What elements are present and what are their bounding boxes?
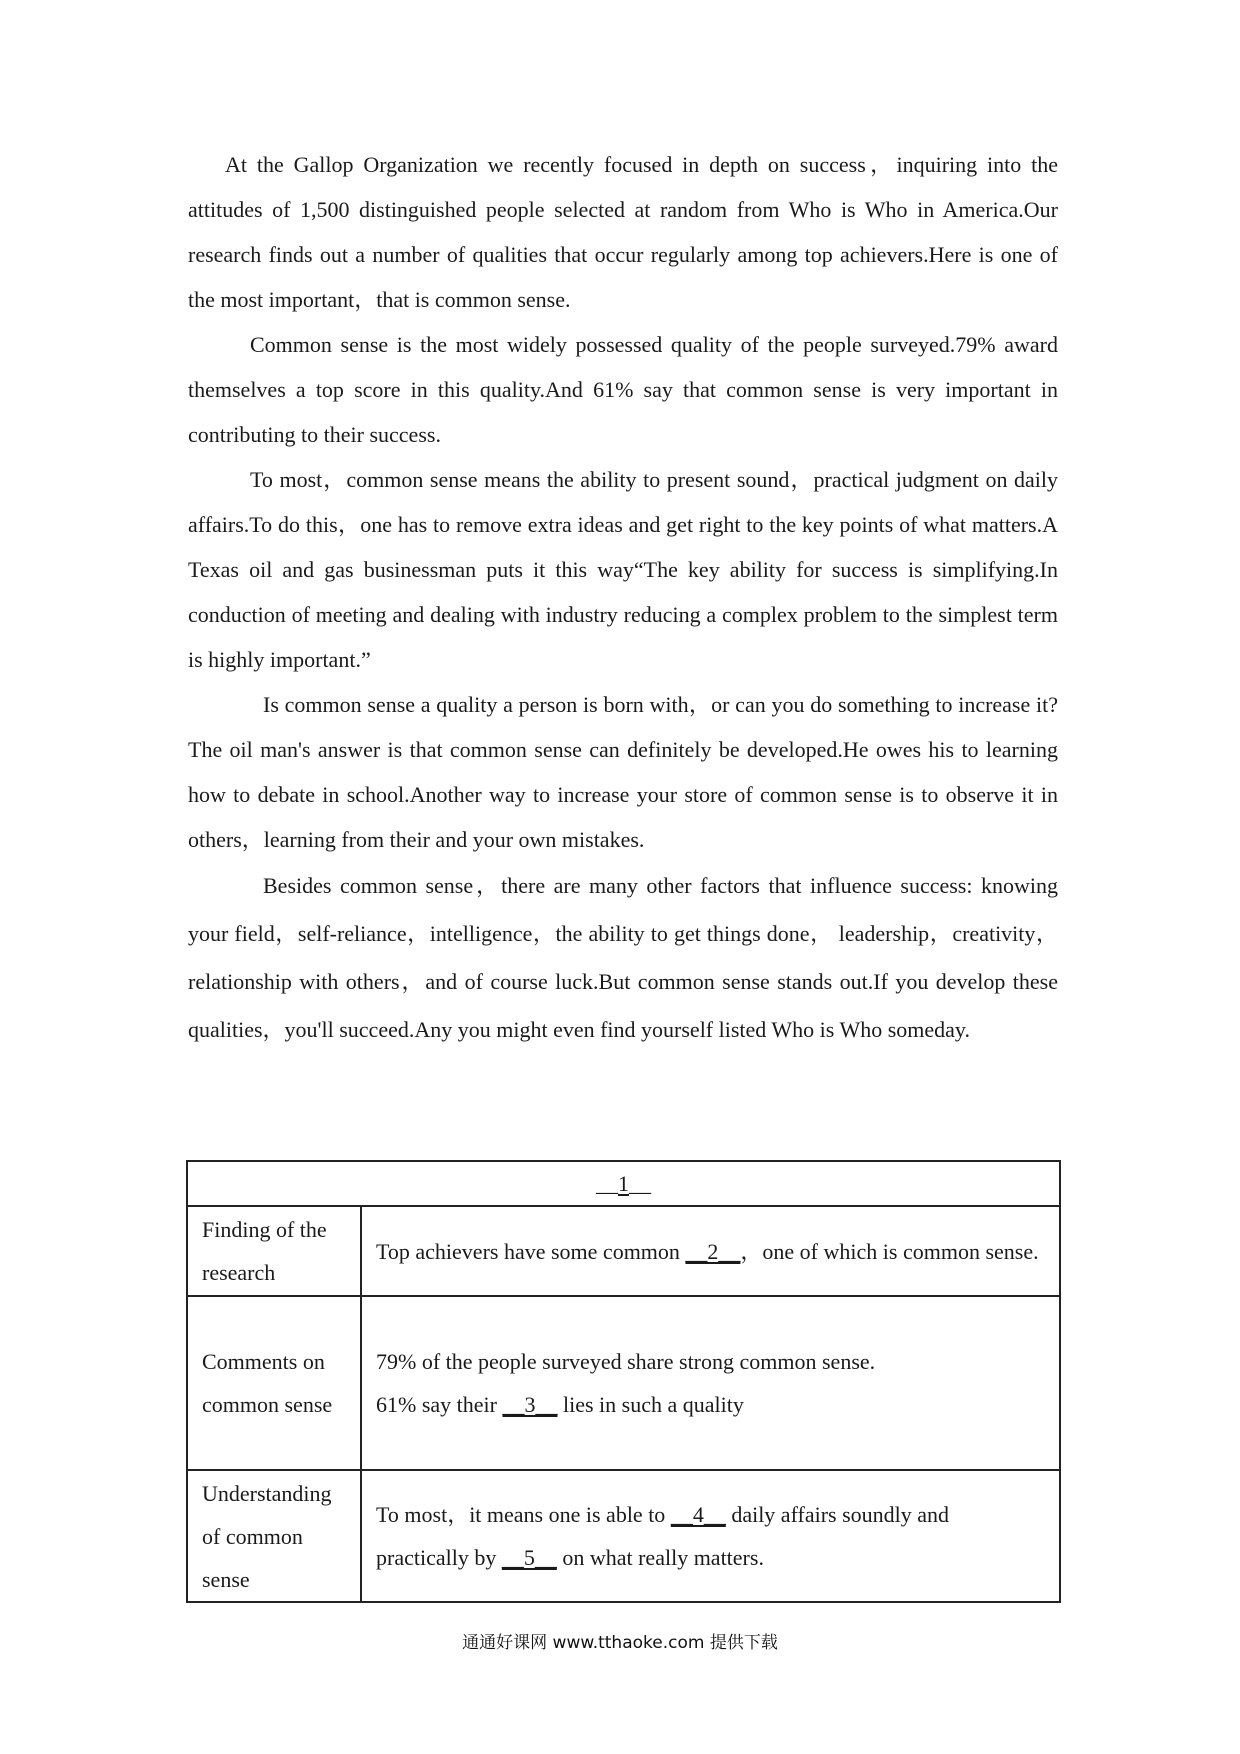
row-label-understanding: Understanding of common sense [187, 1470, 361, 1602]
row-content-finding [361, 1206, 1060, 1296]
paragraph-4: Is common sense a quality a person is born with，or can you do something to increase it? The oil man's answer is that common sense can definitely be developed.He owes his to learning how to debate in school.Another way to increase your store of common sense is to observe it in others，learning from their and your own mistakes. [188, 692, 1058, 852]
row-label-finding: Finding of the research [187, 1206, 361, 1296]
row-text: 79% of the people surveyed share strong common sense. [376, 1349, 876, 1374]
table-row [187, 1206, 1060, 1296]
passage [188, 150, 1058, 1054]
table-row [187, 1296, 1060, 1470]
row-content-understanding [361, 1470, 1060, 1602]
page-footer: 通通好课网 www.tthaoke.com 提供下载 [462, 1633, 778, 1653]
row-text: ，one of which is common sense. [740, 1238, 1039, 1264]
row-text: on what really matters. [556, 1545, 764, 1570]
row-label-comments: Comments on common sense [187, 1296, 361, 1470]
row-text-line [376, 1383, 1045, 1426]
row-text: Top achievers have some common [376, 1238, 686, 1264]
row-text: daily affairs soundly and practically by [376, 1502, 950, 1570]
blank-1-number: 1 [618, 1171, 629, 1196]
table-row [187, 1470, 1060, 1602]
paragraph-1: At the Gallop Organization we recently focused in depth on success，inquiring into the attitudes of 1,500 distinguished people selected at random from Who is Who in America.Our research finds out a number of qualities that occur regularly among top achievers.Here is one of the most important，that is common sense. [188, 152, 1058, 312]
paragraph-3: To most，common sense means the ability to present sound，practical judgment on daily affairs.To do this，one has to remove extra ideas and get right to the key points of what matters.A Texas oil and gas businessman puts it this way“The key ability for success is simplifying.In conduction of meeting and dealing with industry reducing a complex problem to the simplest term is highly important.” [188, 467, 1058, 672]
paragraph-5: Besides common sense，there are many other factors that influence success: knowing your field，self-reliance，intelligence，the ability to get things done， leadership，creativity，relationship with others，and of course luck.But common sense stands out.If you develop these qualities，you'll succeed.Any you might even find yourself listed Who is Who someday. [188, 873, 1058, 1042]
blank-4: __4__ [670, 1502, 726, 1527]
row-text: To most，it means one is able to [376, 1502, 671, 1527]
paragraph-2: Common sense is the most widely possessed quality of the people surveyed.79% award themselves a top score in this quality.And 61% say that common sense is very important in contributing to their success. [188, 332, 1058, 447]
blank-2: __2__ [685, 1238, 741, 1264]
row-text: lies in such a quality [557, 1392, 744, 1417]
blank-5: __5__ [501, 1545, 557, 1570]
blank-1-pre: __ [596, 1171, 618, 1196]
row-content-comments [361, 1296, 1060, 1470]
blank-1-post: __ [629, 1171, 651, 1196]
blank-3: __3__ [502, 1392, 558, 1417]
table-title-cell [187, 1161, 1060, 1206]
row-text: 61% say their [376, 1392, 503, 1417]
answer-table [186, 1160, 1061, 1603]
